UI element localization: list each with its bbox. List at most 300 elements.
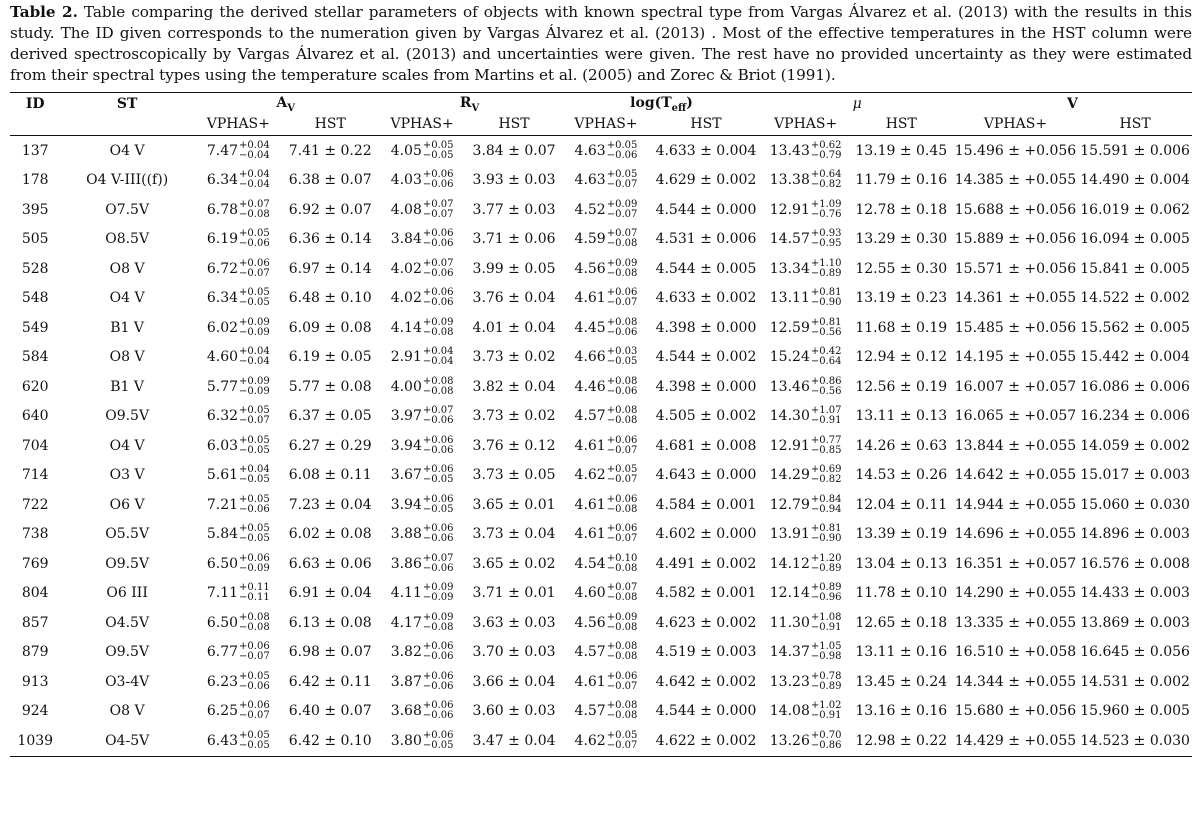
cell-v-vphas: 15.680 ± +0.056 [954,703,1077,720]
cell-av-vphas-value: 6.25 [206,703,239,720]
cell-mu-vphas-uncertainty [811,406,842,426]
cell-v-hst: 14.490 ± 0.004 [1080,172,1190,189]
cell-mu-vphas-upper-error: +1.02 [810,700,842,712]
cell-mu-vphas-lower-error: −0.91 [810,415,842,427]
header-blank [60,114,193,136]
table-row [10,490,1192,520]
cell-mu-vphas-value: 12.91 [769,437,810,454]
cell-v-hst: 16.086 ± 0.006 [1080,378,1190,395]
cell-av-vphas-upper-error: +0.05 [239,670,270,682]
cell-mu-hst: 13.19 ± 0.45 [855,142,948,159]
cell-teff-vphas-upper-error: +0.07 [606,582,638,594]
cell-rv-vphas-lower-error: −0.06 [422,415,454,427]
header-rv: $R_V$ [378,93,562,115]
cell-v-vphas: 16.065 ± +0.057 [954,408,1077,425]
cell-rv-vphas-uncertainty [423,672,454,692]
cell-av-hst: 6.13 ± 0.08 [288,614,372,631]
cell-av-hst: 6.37 ± 0.05 [288,408,372,425]
cell-mu-vphas-uncertainty [811,613,842,633]
cell-av-vphas-uncertainty [239,495,270,515]
cell-av-vphas-lower-error: −0.05 [239,474,270,486]
cell-rv-vphas-uncertainty [423,642,454,662]
cell-teff-vphas-lower-error: −0.08 [606,562,638,574]
cell-teff-vphas-upper-error: +0.07 [606,228,638,240]
cell-mu-vphas-upper-error: +0.81 [810,287,842,299]
cell-av-vphas-value: 6.34 [206,290,239,307]
cell-id: 548 [21,290,49,307]
cell-mu-vphas-lower-error: −0.91 [810,710,842,722]
cell-mu-vphas [762,579,850,609]
cell-mu-vphas [762,166,850,196]
table-row [10,697,1192,727]
cell-rv-vphas-upper-error: +0.09 [422,316,454,328]
cell-av-vphas-upper-error: +0.04 [239,139,270,151]
cell-av-vphas-value: 7.47 [206,142,239,159]
cell-av-hst: 6.27 ± 0.29 [288,437,372,454]
cell-av-vphas-value: 6.03 [206,437,239,454]
cell-id: 857 [21,614,49,631]
cell-rv-vphas-value: 4.05 [390,142,422,159]
cell-av-vphas-upper-error: +0.05 [239,228,270,240]
cell-teff-vphas [561,520,650,550]
cell-av-vphas-lower-error: −0.11 [239,592,270,604]
cell-rv-vphas-lower-error: −0.05 [422,503,454,515]
cell-mu-vphas [762,136,850,166]
cell-mu-vphas-upper-error: +0.86 [810,375,842,387]
cell-mu-vphas [762,461,850,491]
cell-v-hst: 15.960 ± 0.005 [1080,703,1190,720]
cell-teff-vphas-value: 4.61 [574,496,606,513]
cell-av-vphas [194,225,283,255]
cell-mu-vphas [762,402,850,432]
cell-rv-vphas-value: 3.87 [390,673,422,690]
cell-av-vphas [194,697,283,727]
cell-av-vphas-uncertainty [239,288,270,308]
cell-mu-hst: 11.78 ± 0.10 [855,585,948,602]
cell-mu-vphas-uncertainty [811,554,842,574]
cell-av-vphas-uncertainty [239,524,270,544]
cell-teff-vphas-uncertainty [607,318,638,338]
cell-av-vphas-upper-error: +0.05 [239,493,270,505]
header-hst: HST [850,114,953,136]
cell-teff-vphas [561,667,650,697]
cell-id: 738 [21,526,49,543]
cell-rv-vphas-upper-error: +0.06 [422,729,454,741]
cell-rv-hst: 3.82 ± 0.04 [472,378,556,395]
cell-mu-hst: 13.39 ± 0.19 [855,526,948,543]
cell-teff-hst: 4.602 ± 0.000 [655,526,757,543]
table-row [10,254,1192,284]
cell-av-vphas-upper-error: +0.04 [239,346,270,358]
cell-v-hst: 15.562 ± 0.005 [1080,319,1190,336]
cell-mu-hst: 13.29 ± 0.30 [855,231,948,248]
cell-v-hst: 15.442 ± 0.004 [1080,349,1190,366]
cell-teff-vphas [561,225,650,255]
table-row [10,520,1192,550]
cell-mu-vphas-upper-error: +0.89 [810,582,842,594]
cell-av-vphas [194,166,283,196]
cell-rv-vphas-uncertainty [423,613,454,633]
cell-mu-vphas-upper-error: +0.84 [810,493,842,505]
cell-av-vphas-lower-error: −0.05 [239,739,270,751]
cell-rv-vphas-uncertainty [423,436,454,456]
cell-teff-hst: 4.544 ± 0.000 [655,201,757,218]
cell-rv-hst: 3.71 ± 0.06 [472,231,556,248]
cell-teff-vphas-upper-error: +0.06 [606,287,638,299]
cell-teff-vphas-upper-error: +0.10 [606,552,638,564]
header-vphas: VPHAS+ [378,114,467,136]
cell-rv-vphas-upper-error: +0.05 [422,139,454,151]
cell-spectral-type: O8 V [109,703,145,720]
header-v: V [953,93,1192,115]
cell-mu-hst: 12.56 ± 0.19 [855,378,948,395]
cell-teff-vphas-uncertainty [607,731,638,751]
cell-spectral-type: O9.5V [105,555,150,572]
cell-av-vphas-upper-error: +0.05 [239,405,270,417]
header-mu: μ [762,93,953,115]
cell-rv-hst: 3.63 ± 0.03 [472,614,556,631]
cell-teff-vphas-lower-error: −0.08 [606,503,638,515]
cell-id: 584 [21,349,49,366]
cell-av-vphas-upper-error: +0.04 [239,464,270,476]
cell-mu-vphas-lower-error: −0.95 [810,238,842,250]
cell-av-vphas-value: 4.60 [206,349,239,366]
cell-av-vphas-uncertainty [239,465,270,485]
cell-av-vphas-uncertainty [239,613,270,633]
cell-av-vphas-lower-error: −0.07 [239,710,270,722]
cell-mu-vphas-uncertainty [811,465,842,485]
cell-mu-vphas-value: 13.46 [769,378,810,395]
cell-av-vphas-lower-error: −0.07 [239,267,270,279]
cell-rv-vphas-lower-error: −0.05 [422,474,454,486]
cell-rv-vphas-uncertainty [423,318,454,338]
cell-av-vphas [194,254,283,284]
cell-av-vphas-upper-error: +0.06 [239,641,270,653]
cell-v-vphas: 14.429 ± +0.055 [953,726,1078,756]
cell-mu-vphas [762,343,850,373]
cell-teff-vphas [561,313,650,343]
cell-rv-vphas-lower-error: −0.05 [422,149,454,161]
cell-mu-vphas-lower-error: −0.56 [810,385,842,397]
cell-teff-vphas [561,136,650,166]
cell-av-hst: 6.92 ± 0.07 [288,201,372,218]
cell-av-hst: 7.41 ± 0.22 [288,142,372,159]
cell-av-vphas-uncertainty [239,229,270,249]
cell-rv-hst: 3.99 ± 0.05 [472,260,556,277]
cell-rv-vphas-upper-error: +0.07 [422,405,454,417]
cell-mu-hst: 11.79 ± 0.16 [855,172,948,189]
cell-teff-vphas [561,461,650,491]
cell-av-vphas-uncertainty [239,701,270,721]
cell-mu-vphas [762,372,850,402]
cell-av-vphas-value: 6.50 [206,614,239,631]
cell-teff-vphas-uncertainty [607,436,638,456]
cell-rv-vphas-lower-error: −0.04 [422,356,454,368]
cell-id: 924 [21,703,49,720]
cell-teff-vphas [561,579,650,609]
cell-id: 505 [21,231,49,248]
cell-teff-vphas-value: 4.62 [574,467,606,484]
cell-av-vphas-uncertainty [239,554,270,574]
cell-teff-hst: 4.584 ± 0.001 [655,496,757,513]
cell-rv-vphas-uncertainty [423,229,454,249]
header-hst: HST [467,114,562,136]
cell-id: 1039 [10,726,60,756]
cell-rv-vphas-upper-error: +0.06 [422,523,454,535]
cell-teff-hst: 4.544 ± 0.005 [655,260,757,277]
cell-mu-vphas-uncertainty [811,200,842,220]
cell-rv-vphas-uncertainty [423,259,454,279]
cell-mu-vphas-upper-error: +1.20 [810,552,842,564]
cell-av-hst: 6.42 ± 0.11 [288,673,372,690]
cell-rv-hst: 3.66 ± 0.04 [472,673,556,690]
cell-teff-vphas-upper-error: +0.06 [606,523,638,535]
cell-rv-vphas [378,136,467,166]
cell-mu-vphas-uncertainty [811,377,842,397]
cell-rv-vphas [378,254,467,284]
cell-teff-vphas-uncertainty [607,170,638,190]
cell-rv-vphas-lower-error: −0.06 [422,179,454,191]
cell-rv-vphas-value: 3.94 [390,437,422,454]
cell-mu-vphas-lower-error: −0.90 [810,533,842,545]
cell-av-vphas-upper-error: +0.09 [239,375,270,387]
cell-mu-vphas-lower-error: −0.76 [810,208,842,220]
caption-label: Table 2. [10,3,78,21]
cell-rv-vphas-upper-error: +0.06 [422,287,454,299]
cell-av-hst: 5.77 ± 0.08 [288,378,372,395]
cell-teff-vphas-uncertainty [607,495,638,515]
cell-mu-hst: 11.68 ± 0.19 [855,319,948,336]
cell-rv-hst: 3.73 ± 0.02 [472,408,556,425]
cell-rv-vphas-lower-error: −0.05 [422,739,454,751]
cell-av-vphas-uncertainty [239,170,270,190]
cell-av-vphas-upper-error: +0.05 [239,287,270,299]
cell-v-hst: 15.841 ± 0.005 [1080,260,1190,277]
cell-teff-vphas-uncertainty [607,583,638,603]
cell-v-hst: 16.019 ± 0.062 [1080,201,1190,218]
cell-teff-vphas-value: 4.60 [574,585,606,602]
cell-spectral-type: O4-5V [60,726,193,756]
cell-teff-vphas [561,402,650,432]
cell-av-vphas-upper-error: +0.05 [239,523,270,535]
cell-av-vphas-uncertainty [239,200,270,220]
cell-av-vphas [194,136,283,166]
cell-spectral-type: O8.5V [105,231,150,248]
cell-av-vphas-lower-error: −0.08 [239,621,270,633]
cell-v-vphas: 14.290 ± +0.055 [954,585,1077,602]
cell-id: 137 [21,142,49,159]
table-row [10,461,1192,491]
cell-spectral-type: O4 V-III((f)) [86,172,169,189]
cell-rv-vphas-upper-error: +0.09 [422,611,454,623]
cell-av-vphas-value: 6.19 [206,231,239,248]
cell-id: 620 [21,378,49,395]
cell-spectral-type: O7.5V [105,201,150,218]
cell-teff-vphas-value: 4.62 [574,732,606,749]
cell-av-vphas-value: 6.32 [206,408,239,425]
cell-v-hst: 14.433 ± 0.003 [1080,585,1190,602]
cell-teff-vphas-uncertainty [607,524,638,544]
cell-rv-vphas-lower-error: −0.06 [422,267,454,279]
cell-mu-vphas-lower-error: −0.79 [810,149,842,161]
cell-av-hst: 6.08 ± 0.11 [288,467,372,484]
cell-teff-vphas-lower-error: −0.07 [606,474,638,486]
cell-spectral-type: O5.5V [105,526,150,543]
cell-av-vphas-uncertainty [239,672,270,692]
cell-rv-vphas [378,372,467,402]
cell-av-vphas-upper-error: +0.07 [239,198,270,210]
cell-teff-vphas-upper-error: +0.05 [606,139,638,151]
cell-v-vphas: 15.889 ± +0.056 [954,231,1077,248]
cell-av-vphas-uncertainty [239,731,270,751]
cell-v-hst: 14.523 ± 0.030 [1078,726,1192,756]
cell-rv-hst: 3.60 ± 0.03 [472,703,556,720]
header-vphas: VPHAS+ [953,114,1078,136]
cell-mu-vphas-value: 14.08 [769,703,810,720]
cell-teff-vphas-value: 4.61 [574,290,606,307]
cell-teff-vphas-lower-error: −0.07 [606,297,638,309]
cell-teff-vphas-upper-error: +0.09 [606,257,638,269]
cell-rv-vphas-lower-error: −0.08 [422,385,454,397]
cell-teff-vphas-uncertainty [607,672,638,692]
table-row [10,343,1192,373]
cell-rv-hst: 3.73 ± 0.05 [472,467,556,484]
cell-mu-vphas-upper-error: +1.08 [810,611,842,623]
cell-teff-vphas-lower-error: −0.06 [606,326,638,338]
stellar-parameters-table [10,92,1192,757]
cell-av-hst: 6.40 ± 0.07 [288,703,372,720]
cell-v-hst: 16.094 ± 0.005 [1080,231,1190,248]
cell-mu-vphas-uncertainty [811,347,842,367]
cell-mu-hst: 14.26 ± 0.63 [855,437,948,454]
cell-av-vphas-lower-error: −0.04 [239,356,270,368]
cell-av-vphas [194,372,283,402]
cell-rv-hst: 3.77 ± 0.03 [472,201,556,218]
cell-mu-vphas-uncertainty [811,436,842,456]
cell-v-vphas: 14.385 ± +0.055 [954,172,1077,189]
cell-mu-hst: 12.65 ± 0.18 [855,614,948,631]
header-av: $A_V$ [194,93,378,115]
cell-rv-hst: 3.71 ± 0.01 [472,585,556,602]
cell-v-vphas: 14.344 ± +0.055 [954,673,1077,690]
cell-av-hst: 6.98 ± 0.07 [288,644,372,661]
cell-teff-hst: 4.544 ± 0.000 [655,703,757,720]
cell-teff-vphas-value: 4.56 [574,260,606,277]
cell-mu-vphas-upper-error: +0.81 [810,316,842,328]
header-vphas: VPHAS+ [762,114,850,136]
cell-teff-hst: 4.681 ± 0.008 [655,437,757,454]
cell-teff-vphas-uncertainty [607,259,638,279]
cell-teff-vphas-value: 4.54 [574,555,606,572]
cell-av-vphas-value: 6.77 [206,644,239,661]
cell-av-vphas-uncertainty [239,347,270,367]
cell-rv-hst: 3.65 ± 0.01 [472,496,556,513]
cell-spectral-type: O3 V [109,467,145,484]
cell-rv-vphas-value: 4.03 [390,172,422,189]
cell-mu-hst: 13.19 ± 0.23 [855,290,948,307]
cell-av-hst: 6.19 ± 0.05 [288,349,372,366]
cell-rv-vphas-upper-error: +0.04 [422,346,454,358]
cell-rv-vphas-lower-error: −0.06 [422,533,454,545]
cell-teff-vphas-uncertainty [607,554,638,574]
cell-mu-hst: 13.04 ± 0.13 [855,555,948,572]
header-id: ID [10,93,60,115]
cell-av-vphas-uncertainty [239,318,270,338]
cell-teff-hst: 4.398 ± 0.000 [655,319,757,336]
cell-mu-vphas-uncertainty [811,524,842,544]
cell-rv-vphas-uncertainty [423,200,454,220]
cell-mu-vphas-value: 12.79 [769,496,810,513]
cell-teff-vphas-lower-error: −0.07 [606,208,638,220]
cell-mu-vphas [762,195,850,225]
cell-rv-vphas-value: 4.17 [390,614,422,631]
cell-teff-vphas-lower-error: −0.08 [606,710,638,722]
cell-id: 722 [21,496,49,513]
cell-rv-vphas-upper-error: +0.06 [422,434,454,446]
cell-mu-vphas [762,549,850,579]
cell-mu-hst: 12.98 ± 0.22 [850,726,953,756]
cell-mu-vphas-value: 13.23 [769,673,810,690]
header-vphas: VPHAS+ [561,114,650,136]
cell-teff-vphas [561,372,650,402]
cell-v-hst: 16.645 ± 0.056 [1080,644,1190,661]
cell-rv-vphas-uncertainty [423,731,454,751]
cell-teff-vphas-upper-error: +0.06 [606,493,638,505]
cell-mu-vphas-upper-error: +0.77 [810,434,842,446]
cell-mu-vphas-value: 11.30 [769,614,810,631]
cell-mu-vphas-value: 13.38 [769,172,810,189]
cell-av-hst: 6.91 ± 0.04 [288,585,372,602]
cell-rv-hst: 3.73 ± 0.04 [472,526,556,543]
cell-teff-vphas-lower-error: −0.07 [606,533,638,545]
cell-teff-vphas-uncertainty [607,642,638,662]
cell-mu-vphas-lower-error: −0.56 [810,326,842,338]
table-row [10,726,1192,756]
cell-rv-vphas-upper-error: +0.07 [422,257,454,269]
cell-rv-vphas-uncertainty [423,465,454,485]
cell-rv-vphas [378,490,467,520]
cell-teff-vphas-upper-error: +0.09 [606,198,638,210]
cell-mu-vphas-upper-error: +1.05 [810,641,842,653]
cell-mu-vphas [762,520,850,550]
cell-mu-vphas-upper-error: +1.07 [810,405,842,417]
cell-av-vphas [194,343,283,373]
cell-mu-hst: 12.78 ± 0.18 [855,201,948,218]
cell-av-vphas [194,608,283,638]
cell-v-vphas: 14.642 ± +0.055 [954,467,1077,484]
cell-v-hst: 15.060 ± 0.030 [1080,496,1190,513]
cell-teff-vphas [561,549,650,579]
cell-mu-vphas-lower-error: −0.86 [810,739,842,751]
cell-rv-vphas-upper-error: +0.07 [422,198,454,210]
cell-av-vphas [194,284,283,314]
cell-teff-vphas-value: 4.59 [574,231,606,248]
cell-av-vphas [194,431,283,461]
cell-av-vphas-uncertainty [239,259,270,279]
cell-teff-vphas-lower-error: −0.08 [606,621,638,633]
cell-teff-hst: 4.642 ± 0.002 [655,673,757,690]
cell-teff-vphas-lower-error: −0.08 [606,267,638,279]
cell-av-vphas-upper-error: +0.05 [239,729,270,741]
cell-teff-vphas [561,608,650,638]
cell-teff-hst: 4.531 ± 0.006 [655,231,757,248]
cell-mu-vphas-uncertainty [811,229,842,249]
cell-av-vphas-upper-error: +0.06 [239,552,270,564]
cell-teff-vphas-value: 4.57 [574,703,606,720]
cell-teff-hst: 4.633 ± 0.004 [655,142,757,159]
cell-mu-vphas-value: 14.12 [769,555,810,572]
cell-mu-vphas-uncertainty [811,672,842,692]
